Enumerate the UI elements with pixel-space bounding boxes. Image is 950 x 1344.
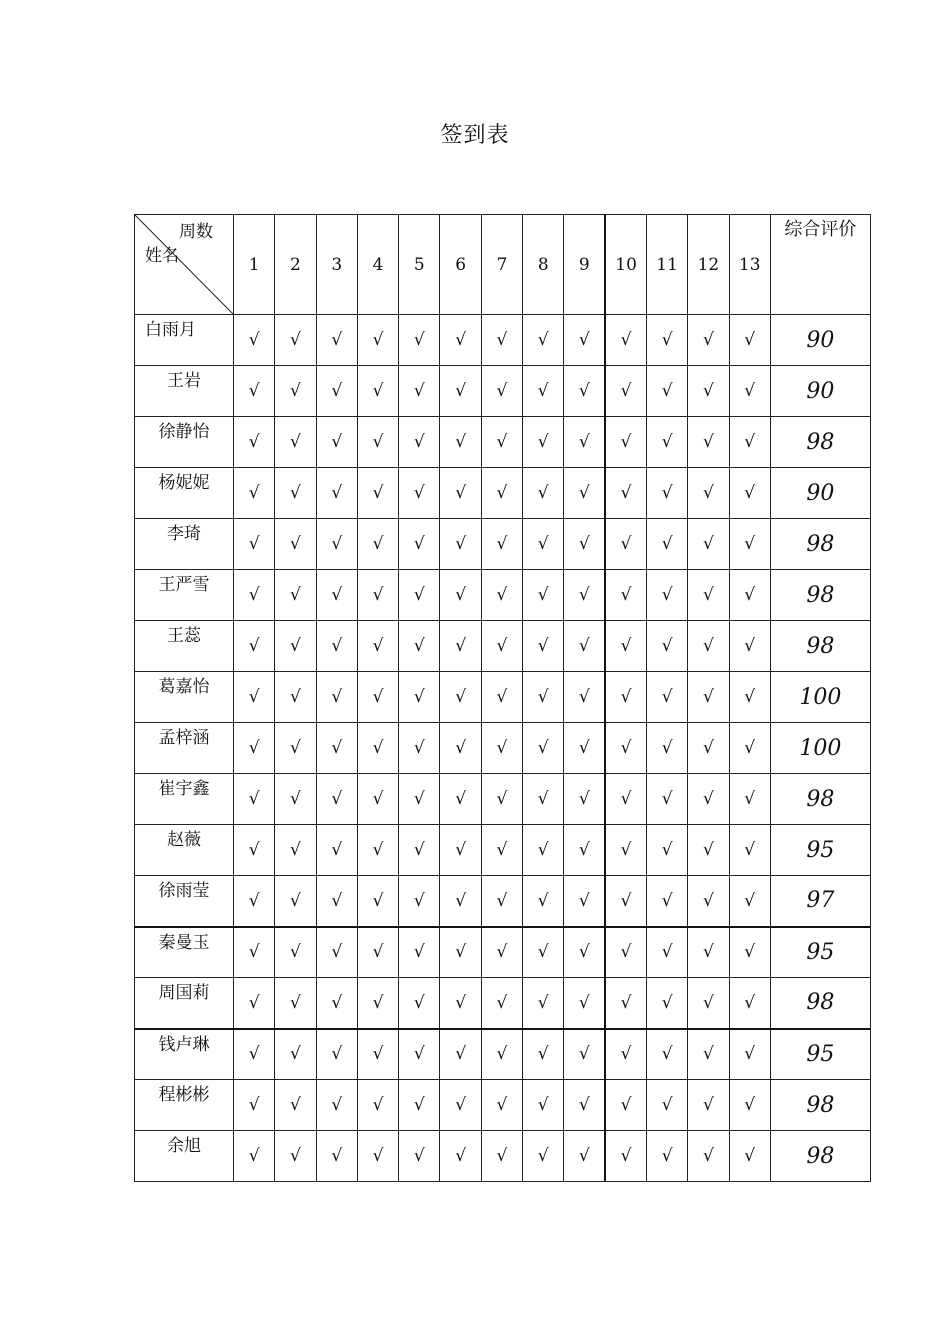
attendance-check: √ xyxy=(564,417,605,468)
attendance-check: √ xyxy=(605,774,646,825)
attendance-check: √ xyxy=(481,825,522,876)
attendance-check: √ xyxy=(688,519,729,570)
attendance-check: √ xyxy=(523,672,564,723)
student-name: 赵薇 xyxy=(135,825,234,876)
attendance-check: √ xyxy=(564,1029,605,1080)
attendance-check: √ xyxy=(275,723,316,774)
attendance-check: √ xyxy=(234,927,275,978)
attendance-check: √ xyxy=(399,1080,440,1131)
attendance-check: √ xyxy=(481,1131,522,1182)
attendance-check: √ xyxy=(481,1080,522,1131)
overall-score: 98 xyxy=(770,774,870,825)
attendance-check: √ xyxy=(605,417,646,468)
attendance-check: √ xyxy=(275,417,316,468)
attendance-check: √ xyxy=(481,468,522,519)
attendance-check: √ xyxy=(605,366,646,417)
attendance-check: √ xyxy=(729,366,770,417)
attendance-check: √ xyxy=(316,570,357,621)
attendance-check: √ xyxy=(275,672,316,723)
student-name: 程彬彬 xyxy=(135,1080,234,1131)
table-row xyxy=(135,927,871,978)
attendance-check: √ xyxy=(316,417,357,468)
overall-score: 100 xyxy=(770,723,870,774)
week-header: 7 xyxy=(481,215,522,315)
attendance-check: √ xyxy=(523,876,564,927)
attendance-check: √ xyxy=(646,723,687,774)
attendance-check: √ xyxy=(399,315,440,366)
attendance-check: √ xyxy=(440,1029,481,1080)
attendance-check: √ xyxy=(605,1029,646,1080)
attendance-check: √ xyxy=(481,927,522,978)
attendance-check: √ xyxy=(316,672,357,723)
attendance-check: √ xyxy=(357,570,398,621)
overall-score: 95 xyxy=(770,1029,870,1080)
attendance-check: √ xyxy=(646,621,687,672)
attendance-check: √ xyxy=(523,417,564,468)
table-row xyxy=(135,1131,871,1182)
attendance-check: √ xyxy=(481,978,522,1029)
attendance-check: √ xyxy=(234,621,275,672)
attendance-check: √ xyxy=(523,1080,564,1131)
score-header: 综合评价 xyxy=(770,215,870,315)
student-name: 崔宇鑫 xyxy=(135,774,234,825)
attendance-check: √ xyxy=(729,723,770,774)
table-row xyxy=(135,519,871,570)
student-name: 秦曼玉 xyxy=(135,927,234,978)
attendance-check: √ xyxy=(440,978,481,1029)
attendance-check: √ xyxy=(605,315,646,366)
attendance-check: √ xyxy=(399,723,440,774)
attendance-check: √ xyxy=(357,366,398,417)
attendance-check: √ xyxy=(729,519,770,570)
attendance-check: √ xyxy=(729,315,770,366)
attendance-check: √ xyxy=(523,978,564,1029)
attendance-check: √ xyxy=(399,468,440,519)
attendance-check: √ xyxy=(646,774,687,825)
student-name: 杨妮妮 xyxy=(135,468,234,519)
attendance-check: √ xyxy=(688,1131,729,1182)
attendance-check: √ xyxy=(523,927,564,978)
student-name: 李琦 xyxy=(135,519,234,570)
attendance-check: √ xyxy=(357,417,398,468)
week-header: 12 xyxy=(688,215,729,315)
attendance-check: √ xyxy=(357,774,398,825)
overall-score: 95 xyxy=(770,825,870,876)
attendance-check: √ xyxy=(481,570,522,621)
attendance-check: √ xyxy=(275,978,316,1029)
attendance-check: √ xyxy=(523,723,564,774)
page-title: 签到表 xyxy=(440,123,510,148)
attendance-check: √ xyxy=(564,774,605,825)
attendance-check: √ xyxy=(564,927,605,978)
attendance-check: √ xyxy=(605,570,646,621)
attendance-check: √ xyxy=(316,315,357,366)
attendance-check: √ xyxy=(523,774,564,825)
attendance-check: √ xyxy=(234,723,275,774)
attendance-check: √ xyxy=(564,672,605,723)
table-row xyxy=(135,672,871,723)
attendance-check: √ xyxy=(399,876,440,927)
attendance-check: √ xyxy=(688,468,729,519)
attendance-check: √ xyxy=(234,519,275,570)
attendance-check: √ xyxy=(564,1131,605,1182)
attendance-check: √ xyxy=(399,978,440,1029)
attendance-check: √ xyxy=(605,825,646,876)
attendance-check: √ xyxy=(440,366,481,417)
week-header: 4 xyxy=(357,215,398,315)
attendance-check: √ xyxy=(357,978,398,1029)
attendance-check: √ xyxy=(605,723,646,774)
attendance-check: √ xyxy=(357,927,398,978)
week-header: 9 xyxy=(564,215,605,315)
attendance-check: √ xyxy=(605,978,646,1029)
attendance-check: √ xyxy=(316,927,357,978)
week-header: 8 xyxy=(523,215,564,315)
attendance-check: √ xyxy=(523,366,564,417)
attendance-check: √ xyxy=(523,1029,564,1080)
attendance-check: √ xyxy=(234,417,275,468)
attendance-check: √ xyxy=(357,672,398,723)
attendance-check: √ xyxy=(564,621,605,672)
attendance-check: √ xyxy=(357,468,398,519)
week-header: 1 xyxy=(234,215,275,315)
attendance-check: √ xyxy=(688,417,729,468)
attendance-check: √ xyxy=(440,315,481,366)
attendance-check: √ xyxy=(440,417,481,468)
attendance-check: √ xyxy=(646,468,687,519)
overall-score: 97 xyxy=(770,876,870,927)
attendance-check: √ xyxy=(275,825,316,876)
attendance-check: √ xyxy=(646,570,687,621)
attendance-check: √ xyxy=(646,1029,687,1080)
attendance-check: √ xyxy=(481,876,522,927)
attendance-check: √ xyxy=(399,570,440,621)
attendance-check: √ xyxy=(523,468,564,519)
attendance-check: √ xyxy=(605,1080,646,1131)
attendance-check: √ xyxy=(729,672,770,723)
overall-score: 98 xyxy=(770,519,870,570)
table-row xyxy=(135,468,871,519)
attendance-check: √ xyxy=(646,1131,687,1182)
attendance-check: √ xyxy=(440,1131,481,1182)
student-name: 周国莉 xyxy=(135,978,234,1029)
table-body xyxy=(135,315,871,1182)
attendance-check: √ xyxy=(729,774,770,825)
attendance-check: √ xyxy=(275,366,316,417)
overall-score: 98 xyxy=(770,417,870,468)
attendance-check: √ xyxy=(481,366,522,417)
attendance-check: √ xyxy=(729,825,770,876)
attendance-check: √ xyxy=(234,978,275,1029)
attendance-check: √ xyxy=(316,1029,357,1080)
attendance-check: √ xyxy=(357,825,398,876)
attendance-check: √ xyxy=(564,366,605,417)
attendance-check: √ xyxy=(523,315,564,366)
attendance-check: √ xyxy=(234,570,275,621)
attendance-check: √ xyxy=(688,621,729,672)
attendance-check: √ xyxy=(481,672,522,723)
attendance-check: √ xyxy=(688,876,729,927)
attendance-check: √ xyxy=(523,519,564,570)
attendance-table xyxy=(134,214,871,1182)
attendance-check: √ xyxy=(688,723,729,774)
table-row xyxy=(135,1080,871,1131)
attendance-check: √ xyxy=(564,468,605,519)
attendance-check: √ xyxy=(316,519,357,570)
attendance-check: √ xyxy=(357,1029,398,1080)
attendance-check: √ xyxy=(234,825,275,876)
attendance-check: √ xyxy=(399,621,440,672)
attendance-check: √ xyxy=(234,366,275,417)
attendance-check: √ xyxy=(316,1080,357,1131)
attendance-check: √ xyxy=(275,519,316,570)
attendance-check: √ xyxy=(605,1131,646,1182)
attendance-check: √ xyxy=(275,621,316,672)
attendance-check: √ xyxy=(564,519,605,570)
student-name: 王蕊 xyxy=(135,621,234,672)
student-name: 徐雨莹 xyxy=(135,876,234,927)
attendance-check: √ xyxy=(729,1131,770,1182)
table-row xyxy=(135,774,871,825)
attendance-check: √ xyxy=(440,723,481,774)
attendance-check: √ xyxy=(234,1131,275,1182)
student-name: 徐静怡 xyxy=(135,417,234,468)
attendance-check: √ xyxy=(729,1029,770,1080)
overall-score: 90 xyxy=(770,315,870,366)
attendance-check: √ xyxy=(481,621,522,672)
student-name: 孟梓涵 xyxy=(135,723,234,774)
week-header: 13 xyxy=(729,215,770,315)
attendance-check: √ xyxy=(357,723,398,774)
attendance-check: √ xyxy=(646,1080,687,1131)
attendance-check: √ xyxy=(688,672,729,723)
attendance-check: √ xyxy=(440,570,481,621)
attendance-check: √ xyxy=(688,927,729,978)
attendance-check: √ xyxy=(316,468,357,519)
attendance-check: √ xyxy=(646,927,687,978)
attendance-check: √ xyxy=(688,978,729,1029)
attendance-check: √ xyxy=(275,315,316,366)
attendance-check: √ xyxy=(688,774,729,825)
attendance-check: √ xyxy=(316,366,357,417)
attendance-check: √ xyxy=(275,1029,316,1080)
attendance-check: √ xyxy=(646,315,687,366)
attendance-check: √ xyxy=(399,1131,440,1182)
overall-score: 100 xyxy=(770,672,870,723)
student-name: 王严雪 xyxy=(135,570,234,621)
attendance-check: √ xyxy=(399,774,440,825)
student-name: 王岩 xyxy=(135,366,234,417)
attendance-check: √ xyxy=(357,621,398,672)
attendance-check: √ xyxy=(564,315,605,366)
attendance-check: √ xyxy=(646,672,687,723)
attendance-check: √ xyxy=(316,876,357,927)
attendance-check: √ xyxy=(316,723,357,774)
attendance-check: √ xyxy=(729,927,770,978)
week-header: 11 xyxy=(646,215,687,315)
attendance-check: √ xyxy=(316,825,357,876)
attendance-check: √ xyxy=(729,621,770,672)
attendance-check: √ xyxy=(523,1131,564,1182)
table-row xyxy=(135,825,871,876)
header-row xyxy=(135,215,871,315)
attendance-check: √ xyxy=(688,825,729,876)
week-header: 5 xyxy=(399,215,440,315)
table-row xyxy=(135,876,871,927)
attendance-check: √ xyxy=(316,1131,357,1182)
attendance-check: √ xyxy=(729,876,770,927)
overall-score: 90 xyxy=(770,468,870,519)
attendance-check: √ xyxy=(523,621,564,672)
overall-score: 98 xyxy=(770,1131,870,1182)
table-row xyxy=(135,570,871,621)
week-header: 10 xyxy=(605,215,646,315)
week-header: 3 xyxy=(316,215,357,315)
student-name: 白雨月 xyxy=(135,315,234,366)
attendance-check: √ xyxy=(481,1029,522,1080)
attendance-check: √ xyxy=(440,672,481,723)
attendance-check: √ xyxy=(440,825,481,876)
attendance-check: √ xyxy=(729,570,770,621)
attendance-check: √ xyxy=(481,723,522,774)
attendance-check: √ xyxy=(564,570,605,621)
attendance-check: √ xyxy=(275,876,316,927)
attendance-check: √ xyxy=(275,927,316,978)
student-name: 钱卢琳 xyxy=(135,1029,234,1080)
attendance-check: √ xyxy=(564,876,605,927)
student-name: 葛嘉怡 xyxy=(135,672,234,723)
attendance-check: √ xyxy=(481,774,522,825)
attendance-check: √ xyxy=(440,927,481,978)
attendance-check: √ xyxy=(481,519,522,570)
attendance-check: √ xyxy=(564,978,605,1029)
attendance-check: √ xyxy=(729,417,770,468)
attendance-check: √ xyxy=(564,1080,605,1131)
attendance-check: √ xyxy=(399,1029,440,1080)
attendance-check: √ xyxy=(688,570,729,621)
attendance-check: √ xyxy=(234,672,275,723)
overall-score: 98 xyxy=(770,621,870,672)
overall-score: 98 xyxy=(770,570,870,621)
attendance-check: √ xyxy=(481,315,522,366)
attendance-check: √ xyxy=(399,825,440,876)
attendance-check: √ xyxy=(275,570,316,621)
week-axis-label: 周数 xyxy=(179,222,213,242)
attendance-check: √ xyxy=(399,672,440,723)
attendance-check: √ xyxy=(234,1080,275,1131)
attendance-check: √ xyxy=(440,1080,481,1131)
attendance-check: √ xyxy=(440,774,481,825)
attendance-check: √ xyxy=(357,315,398,366)
overall-score: 90 xyxy=(770,366,870,417)
attendance-check: √ xyxy=(481,417,522,468)
attendance-check: √ xyxy=(399,366,440,417)
attendance-check: √ xyxy=(316,774,357,825)
attendance-check: √ xyxy=(605,519,646,570)
attendance-check: √ xyxy=(357,519,398,570)
attendance-check: √ xyxy=(688,1029,729,1080)
attendance-check: √ xyxy=(275,1080,316,1131)
attendance-check: √ xyxy=(234,468,275,519)
attendance-check: √ xyxy=(564,825,605,876)
attendance-check: √ xyxy=(523,825,564,876)
attendance-check: √ xyxy=(688,366,729,417)
attendance-check: √ xyxy=(440,621,481,672)
attendance-check: √ xyxy=(646,825,687,876)
attendance-check: √ xyxy=(605,672,646,723)
attendance-check: √ xyxy=(729,468,770,519)
name-axis-label: 姓名 xyxy=(145,246,179,266)
student-name: 余旭 xyxy=(135,1131,234,1182)
table-row xyxy=(135,978,871,1029)
attendance-check: √ xyxy=(399,417,440,468)
attendance-check: √ xyxy=(646,978,687,1029)
attendance-check: √ xyxy=(440,519,481,570)
attendance-check: √ xyxy=(646,876,687,927)
attendance-check: √ xyxy=(605,468,646,519)
table-row xyxy=(135,366,871,417)
diagonal-header-cell xyxy=(135,215,234,315)
attendance-check: √ xyxy=(275,1131,316,1182)
attendance-check: √ xyxy=(688,315,729,366)
attendance-check: √ xyxy=(234,774,275,825)
attendance-check: √ xyxy=(234,315,275,366)
overall-score: 95 xyxy=(770,927,870,978)
attendance-check: √ xyxy=(357,876,398,927)
attendance-check: √ xyxy=(440,468,481,519)
attendance-check: √ xyxy=(729,978,770,1029)
table-row xyxy=(135,315,871,366)
attendance-check: √ xyxy=(357,1131,398,1182)
attendance-check: √ xyxy=(316,621,357,672)
table-row xyxy=(135,621,871,672)
attendance-check: √ xyxy=(316,978,357,1029)
attendance-check: √ xyxy=(605,876,646,927)
attendance-check: √ xyxy=(523,570,564,621)
attendance-check: √ xyxy=(357,1080,398,1131)
attendance-check: √ xyxy=(275,468,316,519)
table-row xyxy=(135,1029,871,1080)
table-row xyxy=(135,723,871,774)
attendance-check: √ xyxy=(399,519,440,570)
attendance-check: √ xyxy=(234,1029,275,1080)
week-header: 6 xyxy=(440,215,481,315)
attendance-check: √ xyxy=(729,1080,770,1131)
attendance-check: √ xyxy=(564,723,605,774)
overall-score: 98 xyxy=(770,978,870,1029)
attendance-check: √ xyxy=(275,774,316,825)
attendance-check: √ xyxy=(440,876,481,927)
attendance-check: √ xyxy=(646,519,687,570)
attendance-check: √ xyxy=(646,417,687,468)
week-header: 2 xyxy=(275,215,316,315)
table-row xyxy=(135,417,871,468)
attendance-check: √ xyxy=(605,621,646,672)
attendance-check: √ xyxy=(399,927,440,978)
attendance-check: √ xyxy=(646,366,687,417)
overall-score: 98 xyxy=(770,1080,870,1131)
attendance-check: √ xyxy=(234,876,275,927)
attendance-check: √ xyxy=(688,1080,729,1131)
attendance-check: √ xyxy=(605,927,646,978)
